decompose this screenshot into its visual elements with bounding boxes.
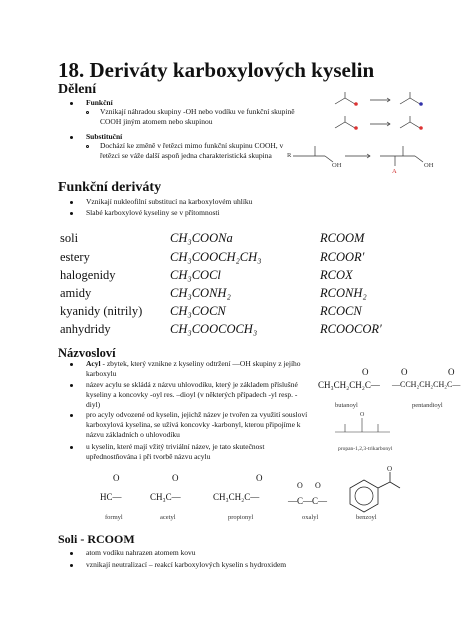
bullet-dot — [70, 384, 73, 387]
scheme-oh-label-2: OH — [424, 162, 434, 169]
funkcni-item-1: Vznikají nukleofilní substitucí na karboxylovém uhlíku — [86, 197, 253, 206]
nazvoslovi-item-3: pro acyly odvozené od kyselin, jejichž název je tvořen za využití sousloví karboxylová kyselina, se užívá koncovky -karbonyl, kterou připojíme k názvu základních o uhlovodíku — [86, 410, 308, 439]
propanetricarbonyl-label: propan-1,2,3-trikarbonyl — [338, 446, 393, 452]
nazvoslovi-item-1 — [86, 359, 311, 379]
table-row-formula: CH₃CONH₂ — [170, 286, 231, 300]
table-row-formula: CH₃COCl — [170, 268, 221, 282]
pentandioyl-structure: —CCH₂CH₂CH₂C— — [392, 380, 461, 389]
bullet-dot — [70, 552, 73, 555]
funkcni-item-2: Slabé karboxylové kyseliny se v přítomnosti — [86, 208, 220, 217]
table-row-general: RCOX — [320, 268, 353, 282]
heading-funkcni-derivaty: Funkční deriváty — [58, 180, 162, 195]
heading-soli: Soli - RCOOM — [58, 532, 135, 546]
table-row-formula: CH₃COOCOCH₃ — [170, 322, 258, 336]
table-row-formula: CH₃COOCH₂CH₃ — [170, 250, 262, 264]
acyl-term: Acyl — [86, 359, 101, 368]
oxalyl-structure: —C—C— — [288, 496, 328, 506]
svg-text:O: O — [387, 465, 393, 473]
carbonyl-o: O — [113, 473, 120, 483]
svg-text:O: O — [360, 412, 365, 418]
bullet-dot — [70, 136, 73, 139]
table-row-general: RCOCN — [320, 304, 362, 318]
page-title: 18. Deriváty karboxylových kyselin — [58, 58, 375, 82]
formyl-structure: HC— — [100, 492, 122, 502]
bullet-dot — [70, 564, 73, 567]
formyl-label: formyl — [105, 514, 123, 521]
substitucni-scheme-image — [285, 140, 445, 180]
propionyl-structure: CH₃CH₂C— — [213, 492, 260, 502]
scheme-oh-label: OH — [332, 162, 342, 169]
bullet-dot — [70, 201, 73, 204]
propanetricarbonyl-structure — [330, 410, 400, 450]
table-row-name: amidy — [60, 286, 92, 300]
scheme-r-label: R — [287, 152, 292, 159]
heading-nazvoslovi: Názvosloví — [58, 346, 116, 360]
funkcni-scheme-image — [330, 92, 460, 142]
butanoyl-label: butanoyl — [335, 402, 358, 409]
oxalyl-label: oxalyl — [302, 514, 319, 521]
deleni-text-funkcni: Vznikají náhradou skupiny -OH nebo vodíku ve funkční skupině COOH jiným atomem nebo skupinou — [100, 107, 295, 126]
propionyl-label: propionyl — [228, 514, 254, 521]
soli-item-2: vznikají neutralizací – reakcí karboxylových kyselin s hydroxidem — [86, 560, 287, 569]
acyl-definition: - zbytek, který vznikne z kyseliny odtržení —OH skupiny z jejího karboxylu — [86, 359, 301, 378]
table-row-name: halogenidy — [60, 268, 116, 282]
heading-deleni: Dělení — [58, 82, 97, 97]
carbonyl-o: O — [401, 367, 408, 377]
benzoyl-label: benzoyl — [356, 514, 377, 521]
soli-item-1: atom vodíku nahrazen atomem kovu — [86, 548, 196, 557]
nazvoslovi-item-2: název acylu se skládá z názvu uhlovodíku, který je základem příslušné kyseliny a koncovky -oyl res. –dioyl (v některých případech -yl resp. -diyl) — [86, 380, 298, 409]
carbonyl-o: O — [315, 481, 321, 490]
butanoyl-structure: CH₃CH₂CH₂C— — [318, 380, 380, 390]
deleni-label-funkcni: Funkční — [86, 98, 113, 107]
table-row-general: RCONH₂ — [320, 286, 367, 300]
bullet-dot — [70, 414, 73, 417]
carbonyl-o: O — [297, 481, 303, 490]
table-row-general: RCOOR′ — [320, 250, 365, 264]
table-row-general: RCOOCOR′ — [320, 322, 382, 336]
bullet-dot — [70, 102, 73, 105]
acetyl-structure: CH₃C— — [150, 492, 181, 502]
table-row-name: soli — [60, 231, 79, 245]
bullet-ring — [86, 111, 89, 114]
acetyl-label: acetyl — [160, 514, 176, 521]
bullet-dot — [70, 212, 73, 215]
benzoyl-structure — [344, 465, 414, 518]
table-row-name: anhydridy — [60, 322, 111, 336]
nazvoslovi-item-4: u kyselin, které mají vžitý triviální název, je tato skutečnost upřednostňována i při tvorbě názvu acylu — [86, 442, 265, 461]
carbonyl-o: O — [362, 367, 369, 377]
bullet-dot — [70, 363, 73, 366]
table-row-formula: CH₃COONa — [170, 231, 233, 245]
pentandioyl-label: pentandioyl — [412, 402, 443, 409]
table-row-name: estery — [60, 250, 90, 264]
bullet-dot — [70, 446, 73, 449]
scheme-a-label: A — [392, 168, 397, 175]
carbonyl-o: O — [172, 473, 179, 483]
deleni-text-substitucni: Dochází ke změně v řetězci mimo funkční skupinu COOH, v řetězci se váže další aspoň jedna charakteristická skupina — [100, 141, 284, 160]
carbonyl-o: O — [448, 367, 455, 377]
table-row-name: kyanidy (nitrily) — [60, 304, 143, 318]
table-row-general: RCOOM — [320, 231, 365, 245]
bullet-ring — [86, 145, 89, 148]
deleni-label-substitucni: Substituční — [86, 132, 123, 141]
table-row-formula: CH₃COCN — [170, 304, 226, 318]
carbonyl-o: O — [256, 473, 263, 483]
